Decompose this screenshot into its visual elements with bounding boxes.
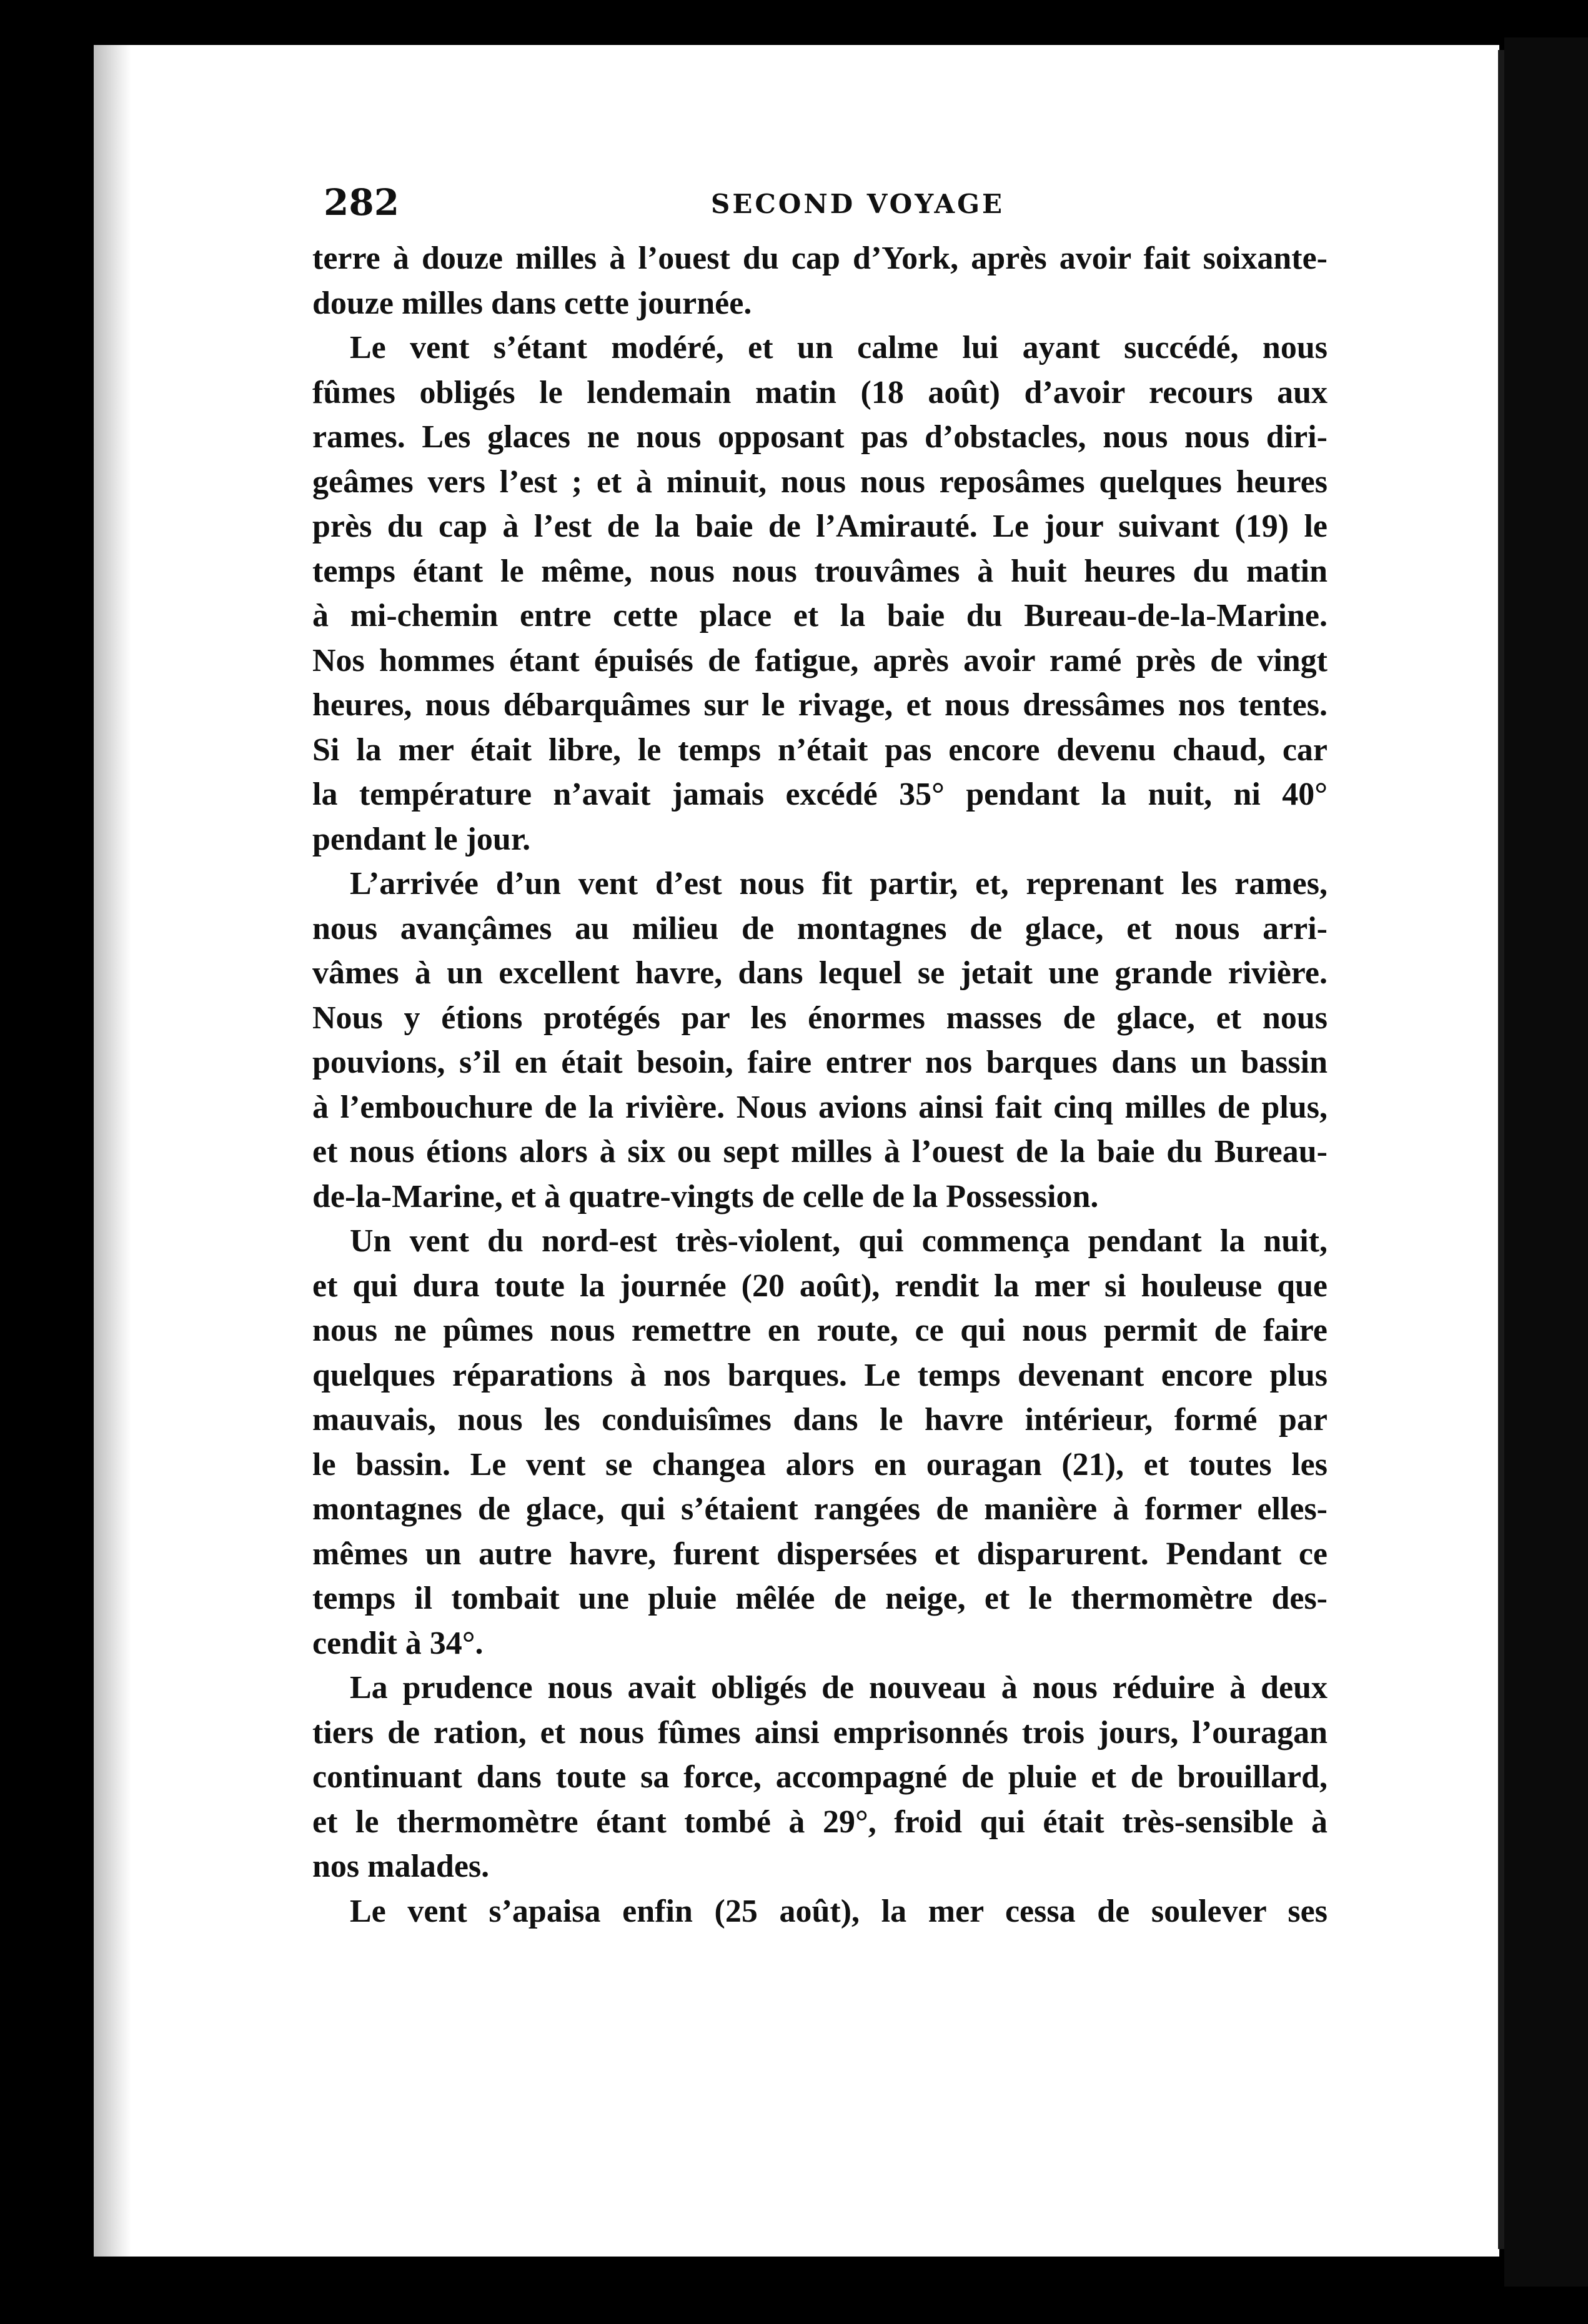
text-line: nos malades. xyxy=(312,1849,490,1884)
text-line: Le vent s’étant modéré, et un calme lui ayant succédé, nous xyxy=(350,330,1327,365)
text-line: à mi-chemin entre cette place et la baie du Bureau-de-la-Marine. xyxy=(312,598,1327,633)
text-line: quelques réparations à nos barques. Le temps devenant encore plus xyxy=(312,1357,1327,1393)
page-number: 282 xyxy=(324,181,400,224)
body-text xyxy=(312,236,1327,1934)
text-line: le bassin. Le vent se changea alors en ouragan (21), et toutes les xyxy=(312,1446,1327,1482)
running-head-title: SECOND VOYAGE xyxy=(711,189,1005,219)
text-line: temps étant le même, nous nous trouvâmes à huit heures du matin xyxy=(312,553,1327,589)
text-line: fûmes obligés le lendemain matin (18 août) d’avoir recours aux xyxy=(312,374,1327,410)
text-line: cendit à 34°. xyxy=(312,1625,484,1661)
text-line: nous ne pûmes nous remettre en route, ce qui nous permit de faire xyxy=(312,1313,1327,1348)
text-line: nous avançâmes au milieu de montagnes de glace, et nous arri- xyxy=(312,910,1327,946)
text-line: vâmes à un excellent havre, dans lequel se jetait une grande rivière. xyxy=(312,955,1327,991)
text-line: de-la-Marine, et à quatre-vingts de celle de la Possession. xyxy=(312,1178,1099,1214)
text-line: Un vent du nord-est très-violent, qui commença pendant la nuit, xyxy=(350,1223,1327,1259)
text-line: pouvions, s’il en était besoin, faire entrer nos barques dans un bassin xyxy=(312,1045,1327,1080)
page-gutter-shadow xyxy=(94,45,131,2257)
text-line: heures, nous débarquâmes sur le rivage, et nous dressâmes nos tentes. xyxy=(312,687,1327,723)
running-header xyxy=(324,181,1323,231)
text-line: rames. Les glaces ne nous opposant pas d’obstacles, nous nous diri- xyxy=(312,419,1327,455)
text-line: et nous étions alors à six ou sept milles à l’ouest de la baie du Bureau- xyxy=(312,1134,1327,1169)
text-line: Si la mer était libre, le temps n’était pas encore devenu chaud, car xyxy=(312,732,1327,768)
text-line: continuant dans toute sa force, accompagné de pluie et de brouillard, xyxy=(312,1759,1327,1795)
text-line: tiers de ration, et nous fûmes ainsi emprisonnés trois jours, l’ouragan xyxy=(312,1714,1327,1750)
text-line: Le vent s’apaisa enfin (25 août), la mer cessa de soulever ses xyxy=(350,1893,1327,1929)
page-edge-rule xyxy=(1498,50,1504,2249)
text-line: Nous y étions protégés par les énormes masses de glace, et nous xyxy=(312,1000,1327,1036)
text-line: temps il tombait une pluie mêlée de neige, et le thermomètre des- xyxy=(312,1581,1327,1616)
scan-border xyxy=(1504,37,1588,2287)
text-line: La prudence nous avait obligés de nouveau à nous réduire à deux xyxy=(350,1670,1327,1706)
text-line: pendant le jour. xyxy=(312,821,531,857)
text-line: geâmes vers l’est ; et à minuit, nous nous reposâmes quelques heures xyxy=(312,464,1327,500)
text-line: Nos hommes étant épuisés de fatigue, après avoir ramé près de vingt xyxy=(312,642,1327,678)
text-line: près du cap à l’est de la baie de l’Amirauté. Le jour suivant (19) le xyxy=(312,509,1327,544)
text-line: mêmes un autre havre, furent dispersées et disparurent. Pendant ce xyxy=(312,1536,1327,1572)
text-line: montagnes de glace, qui s’étaient rangées de manière à former elles- xyxy=(312,1491,1327,1527)
text-line: à l’embouchure de la rivière. Nous avions ainsi fait cinq milles de plus, xyxy=(312,1089,1327,1125)
text-line: terre à douze milles à l’ouest du cap d’York, après avoir fait soixante- xyxy=(312,241,1327,276)
text-line: mauvais, nous les conduisîmes dans le havre intérieur, formé par xyxy=(312,1402,1327,1438)
text-line: et qui dura toute la journée (20 août), rendit la mer si houleuse que xyxy=(312,1268,1327,1304)
text-line: douze milles dans cette journée. xyxy=(312,285,752,321)
text-line: et le thermomètre étant tombé à 29°, froid qui était très-sensible à xyxy=(312,1804,1327,1840)
text-line: L’arrivée d’un vent d’est nous fit partir, et, reprenant les rames, xyxy=(350,866,1327,901)
text-line: la température n’avait jamais excédé 35° pendant la nuit, ni 40° xyxy=(312,777,1327,812)
